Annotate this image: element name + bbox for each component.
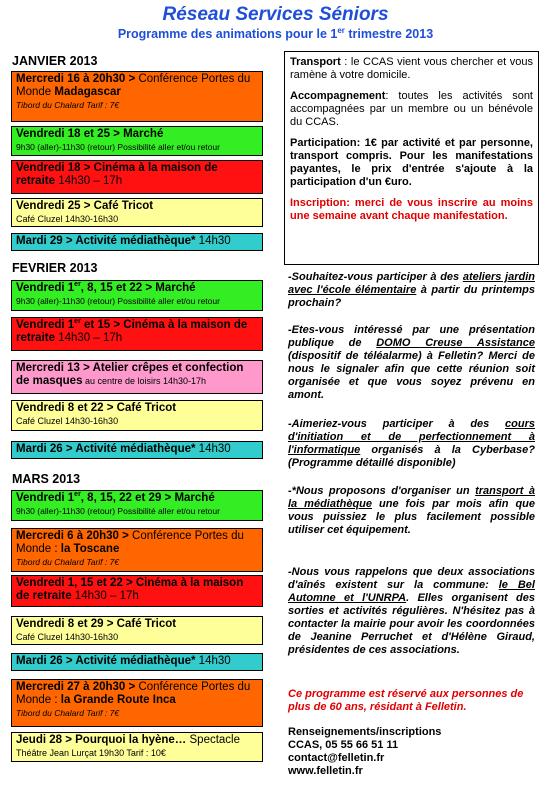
event-janvier-cafe-tricot: Vendredi 25 > Café Tricot Café Cluzel 14h30-16h30 <box>11 198 263 227</box>
contact-email[interactable]: contact@felletin.fr <box>288 752 385 764</box>
question-associations: -Nous vous rappelons que deux associations d'aînés existent sur la commune: le Bel Automne et l'UNRPA. Elles organisent des sorties et activités régulières. N'hésitez pas à contacter la mairie pour avoir les coordonnées de Jeanine Perruchet et d'Hélène Giraud, présidentes de ces associations. <box>288 566 535 656</box>
question-informatique: -Aimeriez-vous participer à des cours d'initiation et de perfectionnement à l'informatique organisés à la Cyberbase? (Programme détaillé disponible) <box>288 418 535 469</box>
event-mars-mediatheque: Mardi 26 > Activité médiathèque* 14h30 <box>11 653 263 671</box>
info-participation: Participation: 1€ par activité et par personne, transport compris. Pour les manifestations payantes, le prix d'entrée s'ajoute à la participation d'un €uro. <box>290 137 533 188</box>
question-domo-creuse: -Etes-vous intéressé par une présentation publique de DOMO Creuse Assistance (dispositif de téléalarme) à Felletin? Merci de nous le signaler afin que cette réunion soit organisée et que vous soyez prévenu en amont. <box>288 324 535 401</box>
question-ateliers-jardin: -Souhaitez-vous participer à des ateliers jardin avec l'école élémentaire à partir du printemps prochain? <box>288 271 535 309</box>
info-transport: Transport : le CCAS vient vous chercher et vous ramène à votre domicile. <box>290 56 533 81</box>
event-mars-spectacle: Jeudi 28 > Pourquoi la hyène… Spectacle Théâtre Jean Lurçat 19h30 Tarif : 10€ <box>11 732 263 762</box>
month-heading-mars: MARS 2013 <box>12 472 81 486</box>
event-mars-conference-toscane: Mercredi 6 à 20h30 > Conférence Portes du Monde : la Toscane Tibord du Chalard Tarif : 7€ <box>11 528 263 572</box>
event-fevrier-mediatheque: Mardi 26 > Activité médiathèque* 14h30 <box>11 441 263 459</box>
page-subtitle: Programme des animations pour le 1er trimestre 2013 <box>117 26 434 42</box>
reserve-notice: Ce programme est réservé aux personnes de plus de 60 ans, résidant à Felletin. <box>288 688 524 713</box>
info-inscription: Inscription: merci de vous inscrire au moins une semaine avant chaque manifestation. <box>290 197 533 222</box>
event-fevrier-atelier-crepes: Mercredi 13 > Atelier crêpes et confection de masques au centre de loisirs 14h30-17h <box>11 360 263 394</box>
info-box <box>284 51 539 265</box>
month-heading-janvier: JANVIER 2013 <box>12 54 98 68</box>
info-accompagnement: Accompagnement: toutes les activités sont accompagnées par un membre ou un bénévole du CCAS. <box>290 90 533 128</box>
event-janvier-cinema: Vendredi 18 > Cinéma à la maison de retraite 14h30 – 17h <box>11 160 263 194</box>
month-heading-fevrier: FEVRIER 2013 <box>12 261 98 275</box>
event-janvier-marche: Vendredi 18 et 25 > Marché 9h30 (aller)-11h30 (retour) Possibilité aller et/ou retour <box>11 126 263 156</box>
contact-title: Renseignements/inscriptions <box>288 726 442 738</box>
event-mars-marche: Vendredi 1er, 8, 15, 22 et 29 > Marché 9h30 (aller)-11h30 (retour) Possibilité aller et/ou retour <box>11 490 263 521</box>
question-transport-mediatheque: -*Nous proposons d'organiser un transport à la médiathèque une fois par mois afin que vous puissiez le plus facilement possible utiliser cet équipement. <box>288 485 535 536</box>
page-title: Réseau Services Séniors <box>162 4 389 25</box>
event-mars-cinema: Vendredi 1, 15 et 22 > Cinéma à la maison de retraite 14h30 – 17h <box>11 575 263 607</box>
event-janvier-mediatheque: Mardi 29 > Activité médiathèque* 14h30 <box>11 233 263 251</box>
event-fevrier-cinema: Vendredi 1er et 15 > Cinéma à la maison de retraite 14h30 – 17h <box>11 317 263 351</box>
contact-block <box>288 726 535 778</box>
event-fevrier-marche: Vendredi 1er, 8, 15 et 22 > Marché 9h30 (aller)-11h30 (retour) Possibilité aller et/ou retour <box>11 280 263 311</box>
event-fevrier-cafe-tricot: Vendredi 8 et 22 > Café Tricot Café Cluzel 14h30-16h30 <box>11 400 263 431</box>
contact-phone: CCAS, 05 55 66 51 11 <box>288 739 399 751</box>
contact-website[interactable]: www.felletin.fr <box>288 765 363 777</box>
event-mars-cafe-tricot: Vendredi 8 et 29 > Café Tricot Café Cluzel 14h30-16h30 <box>11 616 263 645</box>
event-mars-conference-inca: Mercredi 27 à 20h30 > Conférence Portes du Monde : la Grande Route Inca Tibord du Chalard Tarif : 7€ <box>11 679 263 727</box>
event-janvier-conference: Mercredi 16 à 20h30 > Conférence Portes du Monde Madagascar Tibord du Chalard Tarif : 7€ <box>11 71 263 122</box>
